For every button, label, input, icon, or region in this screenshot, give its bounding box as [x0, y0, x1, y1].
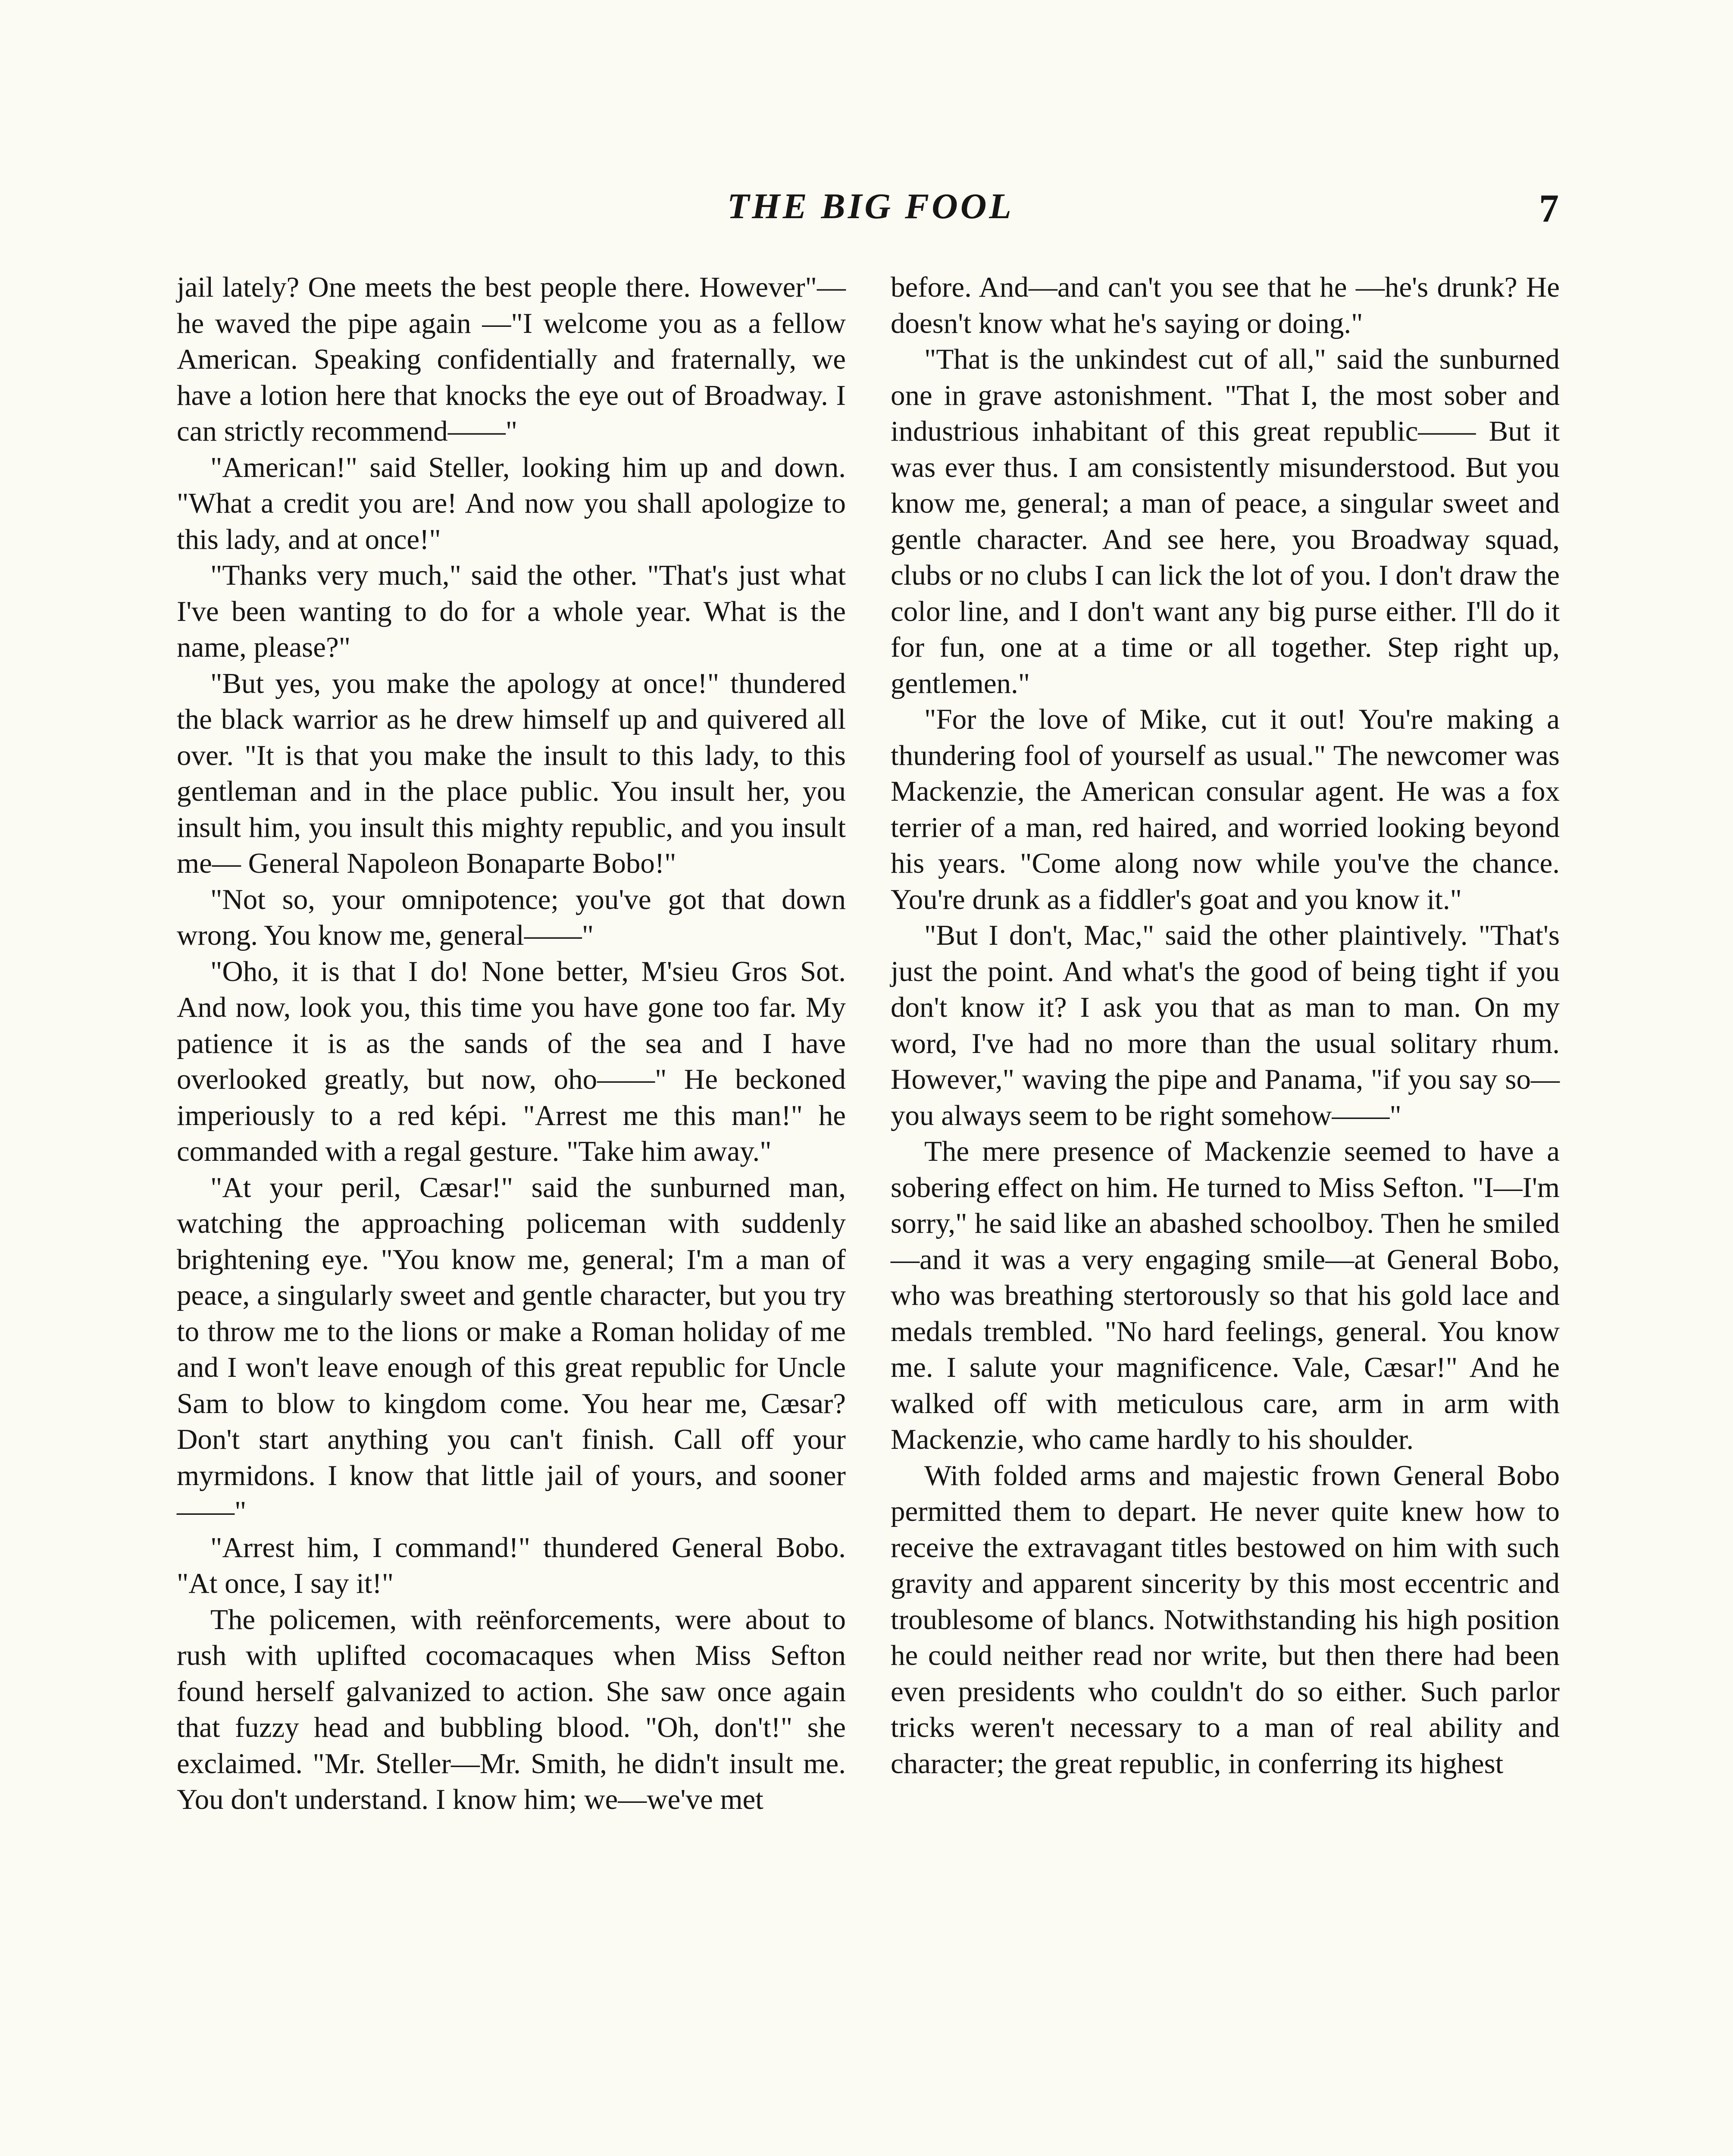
paragraph: "But yes, you make the apology at once!" thundered the black warrior as he drew himself up and quivered all over. "It is that you make the insult to this lady, to this gentleman and in the place public. You insult her, you insult him, you insult this mighty republic, and you insult me— General Napoleon Bonaparte Bobo!": [177, 667, 846, 879]
paragraph: "That is the unkindest cut of all," said the sunburned one in grave astonishment. "That I, the most sober and industrious inhabitant of this great republic—— But it was ever thus. I am consistently misunderstood. But you know me, general; a man of peace, a singular sweet and gentle character. And see here, you Broadway squad, clubs or no clubs I can lick the lot of you. I don't draw the color line, and I don't want any big purse either. I'll do it for fun, one at a time or all together. Step right up, gentlemen.": [891, 343, 1560, 699]
paragraph: "For the love of Mike, cut it out! You're making a thundering fool of yourself as usual." The newcomer was Mackenzie, the American consular agent. He was a fox terrier of a man, red haired, and worried looking beyond his years. "Come along now while you've the chance. You're drunk as a fiddler's goat and you know it.": [891, 703, 1560, 915]
page-header: [0, 185, 1733, 237]
paragraph: jail lately? One meets the best people there. However"—he waved the pipe again —"I welcome you as a fellow American. Speaking confidentially and fraternally, we have a lotion here that knocks the eye out of Broadway. I can strictly recommend——": [177, 271, 846, 447]
page-number: 7: [1539, 186, 1559, 230]
paragraph: "Thanks very much," said the other. "That's just what I've been wanting to do for a whole year. What is the name, please?": [177, 559, 846, 663]
paragraph: "But I don't, Mac," said the other plaintively. "That's just the point. And what's the good of being tight if you don't know it? I ask you that as man to man. On my word, I've had no more than the usual solitary rhum. However," waving the pipe and Panama, "if you say so—you always seem to be right somehow——": [891, 919, 1560, 1131]
paragraph: "Not so, your omnipotence; you've got that down wrong. You know me, general——": [177, 883, 846, 951]
paragraph: before. And—and can't you see that he —he's drunk? He doesn't know what he's saying or doing.": [891, 271, 1560, 339]
paragraph: "Arrest him, I command!" thundered General Bobo. "At once, I say it!": [177, 1531, 846, 1599]
paragraph: "Oho, it is that I do! None better, M'sieu Gros Sot. And now, look you, this time you have gone too far. My patience it is as the sands of the sea and I have overlooked greatly, but now, oho——" He beckoned imperiously to a red képi. "Arrest me this man!" he commanded with a regal gesture. "Take him away.": [177, 955, 846, 1167]
paragraph: With folded arms and majestic frown General Bobo permitted them to depart. He never quite knew how to receive the extravagant titles bestowed on him with such gravity and apparent sincerity by this most eccentric and troublesome of blancs. Notwithstanding his high position he could neither read nor write, but then there had been even presidents who couldn't do so either. Such parlor tricks weren't necessary to a man of real ability and character; the great republic, in conferring its highest: [891, 1459, 1560, 1780]
text-column-right: [891, 270, 1560, 1782]
running-title: THE BIG FOOL: [727, 186, 1014, 226]
paragraph: "At your peril, Cæsar!" said the sunburned man, watching the approaching policeman with suddenly brightening eye. "You know me, general; I'm a man of peace, a singularly sweet and gentle character, but you try to throw me to the lions or make a Roman holiday of me and I won't leave enough of this great republic for Uncle Sam to blow to kingdom come. You hear me, Cæsar? Don't start anything you can't finish. Call off your myrmidons. I know that little jail of yours, and sooner——": [177, 1171, 846, 1527]
paragraph: The policemen, with reënforcements, were about to rush with uplifted cocomacaques when Miss Sefton found herself galvanized to action. She saw once again that fuzzy head and bubbling blood. "Oh, don't!" she exclaimed. "Mr. Steller—Mr. Smith, he didn't insult me. You don't understand. I know him; we—we've met: [177, 1603, 846, 1815]
paragraph: The mere presence of Mackenzie seemed to have a sobering effect on him. He turned to Miss Sefton. "I—I'm sorry," he said like an abashed schoolboy. Then he smiled —and it was a very engaging smile—at General Bobo, who was breathing stertorously so that his gold lace and medals trembled. "No hard feelings, general. You know me. I salute your magnificence. Vale, Cæsar!" And he walked off with meticulous care, arm in arm with Mackenzie, who came hardly to his shoulder.: [891, 1135, 1560, 1455]
text-column-left: [177, 270, 846, 1818]
paragraph: "American!" said Steller, looking him up and down. "What a credit you are! And now you shall apologize to this lady, and at once!": [177, 451, 846, 555]
